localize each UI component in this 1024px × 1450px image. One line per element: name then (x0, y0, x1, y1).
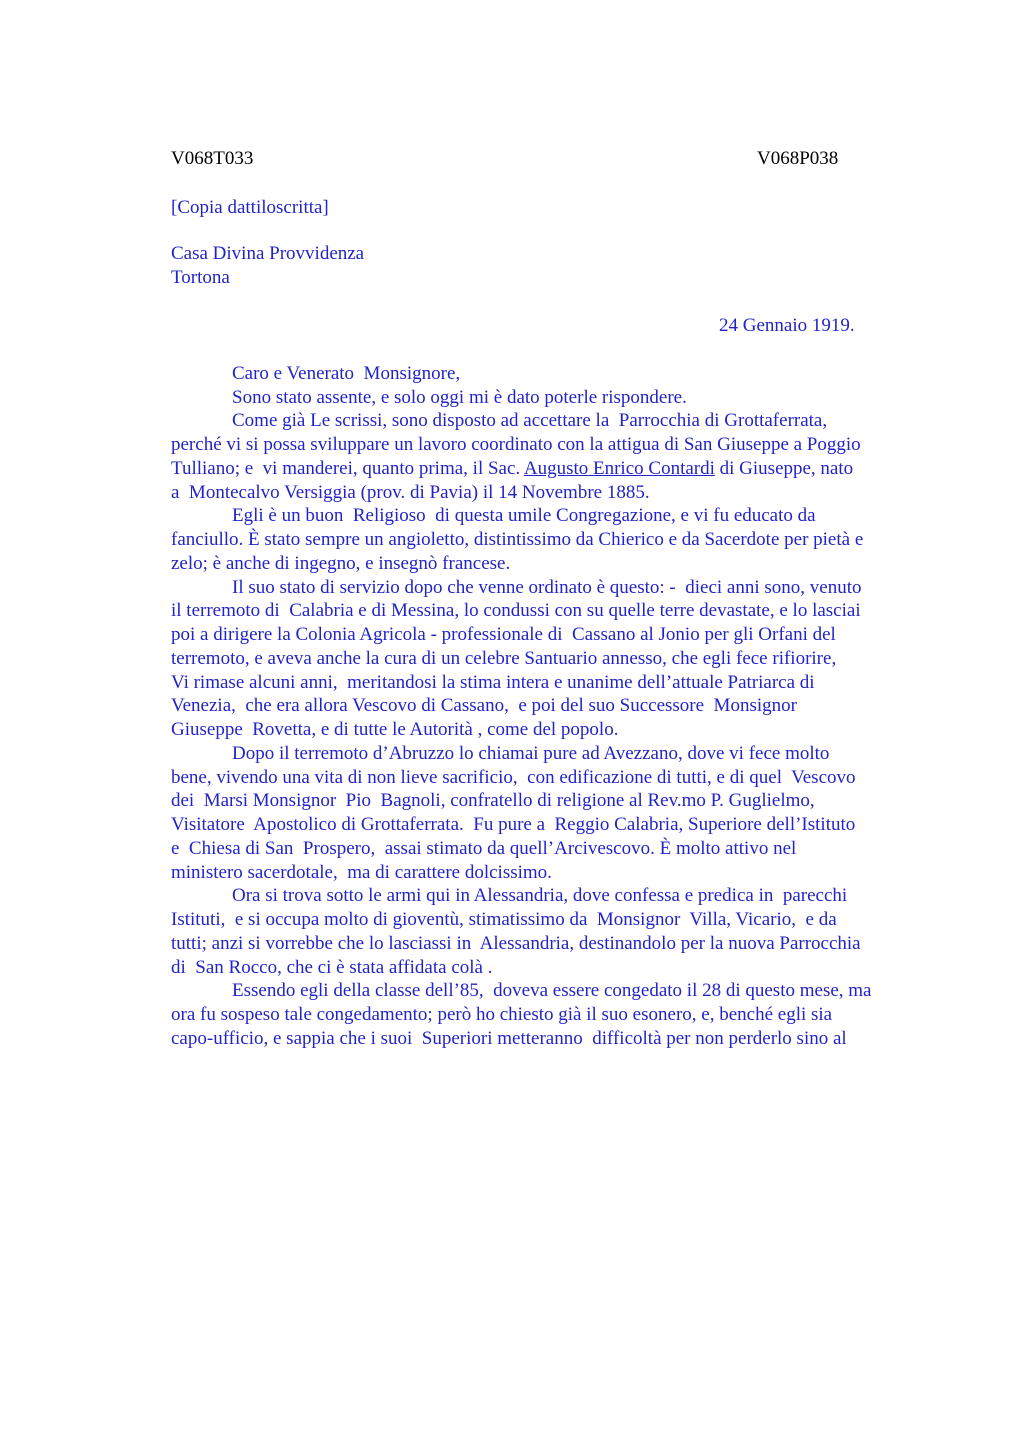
body-line: Giuseppe Rovetta, e di tutte le Autorità , come del popolo. (171, 719, 619, 740)
body-line: di San Rocco, che ci è stata affidata colà . (171, 957, 493, 978)
sender-line-2: Tortona (171, 267, 230, 288)
document-code-left: V068T033 (171, 148, 254, 169)
salutation: Caro e Venerato Monsignore, (232, 363, 461, 384)
body-line: e Chiesa di San Prospero, assai stimato da quell’Arcivescovo. È molto attivo nel (171, 838, 797, 859)
body-text: Tulliano; e vi manderei, quanto prima, il Sac. (171, 458, 524, 479)
priest-name: Augusto Enrico Contardi (523, 458, 715, 479)
body-line: Venezia, che era allora Vescovo di Cassano, e poi del suo Successore Monsignor (171, 695, 797, 716)
body-line: terremoto, e aveva anche la cura di un celebre Santuario annesso, che egli fece rifiorire, (171, 648, 837, 669)
body-line: Essendo egli della classe dell’85, doveva essere congedato il 28 di questo mese, ma (232, 980, 872, 1001)
body-line: a Montecalvo Versiggia (prov. di Pavia) il 14 Novembre 1885. (171, 482, 650, 503)
body-line: Ora si trova sotto le armi qui in Alessandria, dove confessa e predica in parecchi (232, 885, 848, 906)
body-line: zelo; è anche di ingegno, e insegnò francese. (171, 553, 511, 574)
body-line: perché vi si possa sviluppare un lavoro coordinato con la attigua di San Giuseppe a Poggio (171, 434, 861, 455)
body-line: ora fu sospeso tale congedamento; però ho chiesto già il suo esonero, e, benché egli sia (171, 1004, 833, 1025)
body-line: Dopo il terremoto d’Abruzzo lo chiamai pure ad Avezzano, dove vi fece molto (232, 743, 830, 764)
body-line: Come già Le scrissi, sono disposto ad accettare la Parrocchia di Grottaferrata, (232, 410, 828, 431)
copy-note: [Copia dattiloscritta] (171, 197, 329, 218)
body-line: tutti; anzi si vorrebbe che lo lasciassi in Alessandria, destinandolo per la nuova Parrocchia (171, 933, 861, 954)
document-code-right: V068P038 (757, 148, 839, 169)
body-line: capo-ufficio, e sappia che i suoi Superiori metteranno difficoltà per non perderlo sino al (171, 1028, 847, 1049)
body-line: fanciullo. È stato sempre un angioletto, distintissimo da Chierico e da Sacerdote per pietà e (171, 529, 864, 550)
sender-line-1: Casa Divina Provvidenza (171, 243, 365, 264)
body-line: Istituti, e si occupa molto di gioventù, stimatissimo da Monsignor Villa, Vicario, e da (171, 909, 837, 930)
body-line: Sono stato assente, e solo oggi mi è dato poterle rispondere. (232, 387, 687, 408)
body-line: Egli è un buon Religioso di questa umile Congregazione, e vi fu educato da (232, 505, 816, 526)
body-line: il terremoto di Calabria e di Messina, lo condussi con su quelle terre devastate, e lo lasciai (171, 600, 861, 621)
body-line: poi a dirigere la Colonia Agricola - professionale di Cassano al Jonio per gli Orfani del (171, 624, 836, 645)
body-line (171, 457, 853, 481)
body-text: di Giuseppe, nato (714, 458, 854, 479)
body-line: dei Marsi Monsignor Pio Bagnoli, confratello di religione al Rev.mo P. Guglielmo, (171, 790, 815, 811)
body-line: Vi rimase alcuni anni, meritandosi la stima intera e unanime dell’attuale Patriarca di (171, 672, 815, 693)
body-line: Il suo stato di servizio dopo che venne ordinato è questo: - dieci anni sono, venuto (232, 577, 862, 598)
letter-date: 24 Gennaio 1919. (719, 315, 855, 336)
body-line: ministero sacerdotale, ma di carattere dolcissimo. (171, 862, 552, 883)
body-line: bene, vivendo una vita di non lieve sacrificio, con edificazione di tutti, e di quel Vescovo (171, 767, 856, 788)
body-line: Visitatore Apostolico di Grottaferrata. Fu pure a Reggio Calabria, Superiore dell’Istituto (171, 814, 856, 835)
